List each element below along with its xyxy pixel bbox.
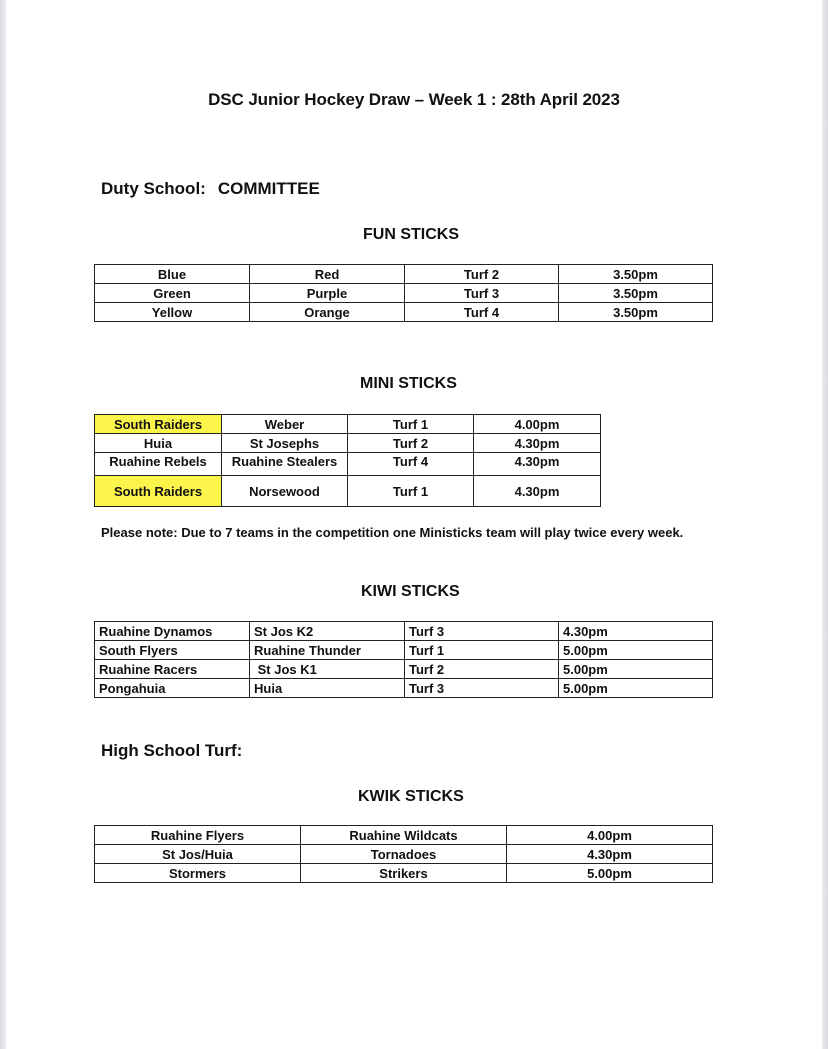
mini-sticks-table [94,414,601,507]
venue-cell: Turf 1 [348,415,474,434]
team2-cell: Tornadoes [301,845,507,864]
team1-cell: Stormers [95,864,301,883]
venue-cell: Turf 2 [405,660,559,679]
venue-cell: Turf 1 [405,641,559,660]
team1-cell: Blue [95,265,250,284]
team2-cell: Ruahine Thunder [250,641,405,660]
table-row [95,415,601,434]
kiwi-sticks-table [94,621,713,698]
time-cell: 3.50pm [559,303,713,322]
table-row [95,434,601,453]
team2-cell: St Josephs [222,434,348,453]
team1-cell: Ruahine Racers [95,660,250,679]
team2-cell: Huia [250,679,405,698]
team1-cell: Ruahine Flyers [95,826,301,845]
team1-cell: Ruahine Dynamos [95,622,250,641]
team2-cell: Norsewood [222,476,348,507]
team2-cell: Orange [250,303,405,322]
venue-cell: Turf 2 [405,265,559,284]
venue-cell: Turf 3 [405,679,559,698]
fun-sticks-heading: FUN STICKS [363,226,459,243]
mini-sticks-heading: MINI STICKS [360,375,457,392]
time-cell: 5.00pm [507,864,713,883]
venue-cell: Turf 1 [348,476,474,507]
venue-cell: Turf 3 [405,622,559,641]
team1-cell: St Jos/Huia [95,845,301,864]
team1-cell: Green [95,284,250,303]
team1-cell-highlighted: South Raiders [95,476,222,507]
time-cell: 3.50pm [559,284,713,303]
duty-school-label: Duty School: [101,179,206,198]
duty-school [101,179,320,199]
team2-cell: Red [250,265,405,284]
table-row [95,622,713,641]
team1-cell: Huia [95,434,222,453]
time-cell: 4.30pm [559,622,713,641]
team1-cell: South Flyers [95,641,250,660]
table-row [95,845,713,864]
table-row [95,679,713,698]
ministicks-note: Please note: Due to 7 teams in the competition one Ministicks team will play twice every week. [101,525,684,540]
duty-school-value: COMMITTEE [217,179,320,198]
team2-cell: Ruahine Stealers [222,453,348,476]
table-row [95,660,713,679]
team2-cell: Strikers [301,864,507,883]
time-cell: 4.30pm [474,453,601,476]
team1-cell: Ruahine Rebels [95,453,222,476]
time-cell: 3.50pm [559,265,713,284]
kwik-sticks-heading: KWIK STICKS [358,788,464,805]
kiwi-sticks-heading: KIWI STICKS [361,583,460,600]
table-row [95,265,713,284]
table-row [95,303,713,322]
document-title: DSC Junior Hockey Draw – Week 1 : 28th April 2023 [208,90,620,109]
time-cell: 4.00pm [507,826,713,845]
venue-cell: Turf 2 [348,434,474,453]
high-school-turf-label: High School Turf: [101,741,243,760]
time-cell: 4.30pm [474,434,601,453]
team2-cell: St Jos K2 [250,622,405,641]
table-row [95,284,713,303]
time-cell: 5.00pm [559,660,713,679]
kwik-sticks-table [94,825,713,883]
time-cell: 4.00pm [474,415,601,434]
team1-cell: Pongahuia [95,679,250,698]
team1-cell: Yellow [95,303,250,322]
time-cell: 5.00pm [559,679,713,698]
time-cell: 4.30pm [474,476,601,507]
venue-cell: Turf 4 [348,453,474,476]
team2-cell: St Jos K1 [250,660,405,679]
team2-cell: Weber [222,415,348,434]
venue-cell: Turf 4 [405,303,559,322]
team2-cell: Ruahine Wildcats [301,826,507,845]
team2-cell: Purple [250,284,405,303]
time-cell: 5.00pm [559,641,713,660]
table-row [95,641,713,660]
team1-cell-highlighted: South Raiders [95,415,222,434]
time-cell: 4.30pm [507,845,713,864]
table-row [95,476,601,507]
fun-sticks-table [94,264,713,322]
page-edge-right [822,0,828,1049]
table-row [95,453,601,476]
table-row [95,826,713,845]
table-row [95,864,713,883]
venue-cell: Turf 3 [405,284,559,303]
